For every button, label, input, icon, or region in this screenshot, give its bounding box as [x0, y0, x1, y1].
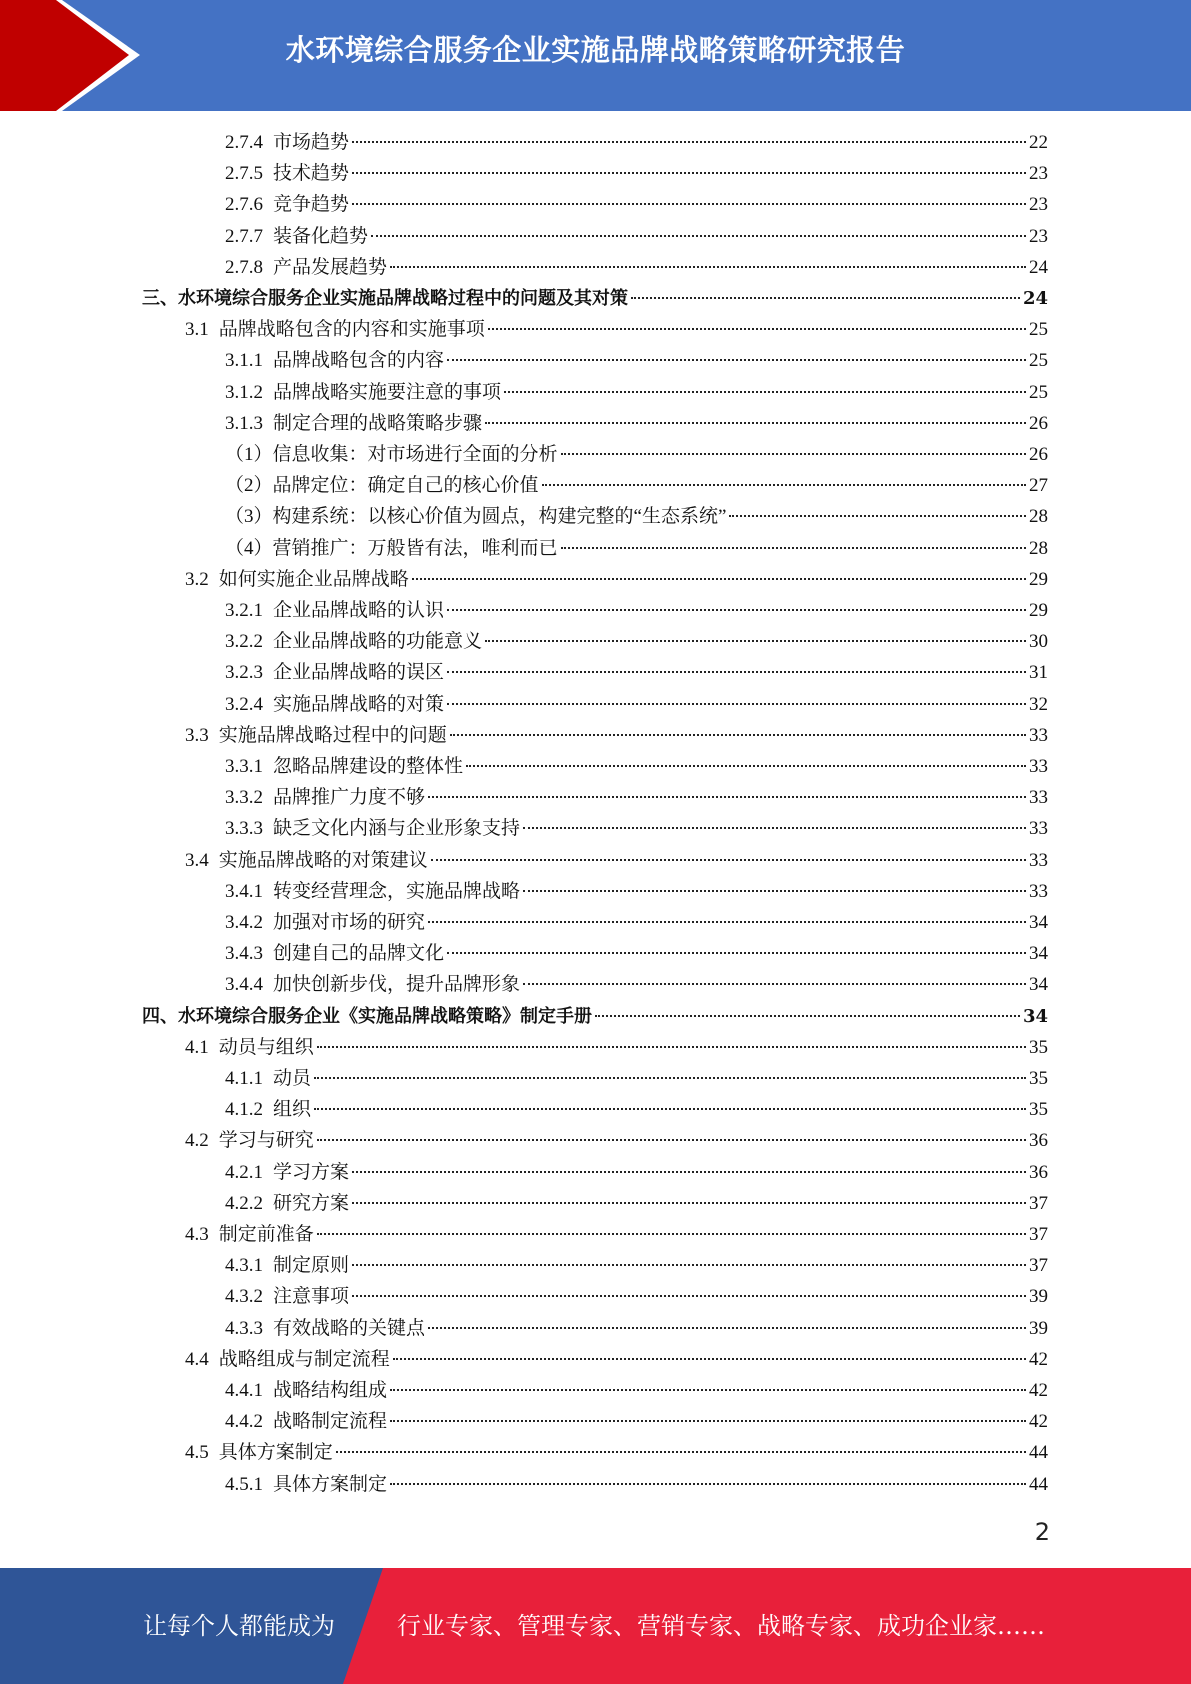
toc-entry-title: 市场趋势: [273, 132, 350, 153]
toc-entry-label: [225, 377, 501, 408]
toc-dot-leader: [390, 1483, 1026, 1485]
toc-entry-title: 品牌战略包含的内容: [273, 350, 445, 372]
toc-entry-number: 4.5: [185, 1442, 209, 1464]
toc-entry-title: 制定前准备: [218, 1224, 314, 1245]
toc-entry-title: 战略制定流程: [273, 1411, 388, 1433]
toc-entry-number: 4.1.2: [225, 1099, 263, 1121]
toc-entry-label: [225, 221, 368, 252]
toc-entry-title: 具体方案制定: [218, 1442, 333, 1464]
toc-entry-title: 有效战略的关键点: [273, 1317, 426, 1339]
toc-entry-page: 28: [1029, 537, 1048, 559]
toc-dot-leader: [466, 765, 1026, 767]
toc-dot-leader: [428, 921, 1026, 923]
toc-entry-number: 4.1.1: [225, 1068, 263, 1089]
toc-entry[interactable]: [225, 969, 1048, 1000]
toc-entry-page: 33: [1029, 756, 1048, 777]
toc-entry-title: 技术趋势: [273, 163, 350, 185]
toc-entry-title: 具体方案制定: [273, 1473, 388, 1495]
toc-entry-title: 产品发展趋势: [273, 256, 388, 278]
toc-dot-leader: [523, 827, 1026, 829]
toc-entry-page: 22: [1029, 132, 1048, 153]
toc-entry-number: 3.3.2: [225, 787, 263, 809]
toc-entry-title: 实施品牌战略过程中的问题: [218, 724, 447, 746]
toc-entry-title: 加快创新步伐，提升品牌形象: [273, 974, 521, 996]
toc-dot-leader: [336, 1451, 1026, 1453]
toc-entry-page: 42: [1029, 1411, 1048, 1433]
toc-entry[interactable]: [225, 158, 1048, 189]
toc-dot-leader: [485, 640, 1026, 642]
toc-entry[interactable]: [225, 782, 1048, 813]
toc-entry[interactable]: [225, 876, 1048, 907]
toc-entry-page: 28: [1029, 506, 1048, 528]
toc-entry-page: 44: [1029, 1473, 1048, 1495]
toc-entry-title: 制定原则: [273, 1255, 350, 1277]
toc-entry-label: [225, 657, 444, 688]
toc-entry-number: 4.2.1: [225, 1161, 263, 1183]
toc-dot-leader: [314, 1108, 1026, 1110]
toc-dot-leader: [447, 671, 1026, 673]
toc-entry-label: [225, 595, 444, 626]
toc-entry-title: 品牌战略包含的内容和实施事项: [218, 319, 485, 341]
toc-entry[interactable]: [225, 377, 1048, 408]
toc-entry-number: 3.1.2: [225, 381, 263, 403]
toc-entry-label: [225, 1157, 349, 1188]
toc-entry-title: 营销推广：万般皆有法，唯利而已: [272, 537, 558, 559]
toc-dot-leader: [393, 1358, 1026, 1360]
toc-entry-page: 23: [1029, 163, 1048, 185]
toc-entry-title: 实施品牌战略的对策建议: [218, 849, 428, 871]
toc-entry-page: 29: [1029, 600, 1048, 621]
toc-dot-leader: [428, 1327, 1026, 1329]
toc-entry[interactable]: [225, 470, 1048, 501]
toc-entry-title: 转变经营理念，实施品牌战略: [273, 880, 521, 902]
toc-dot-leader: [317, 1046, 1026, 1048]
toc-entry-label: [225, 158, 349, 189]
toc-entry-title: 品牌推广力度不够: [273, 787, 426, 809]
toc-entry-label: [225, 1375, 387, 1406]
toc-entry[interactable]: [185, 1219, 1048, 1250]
toc-entry[interactable]: [225, 813, 1048, 844]
toc-entry-page: 30: [1029, 631, 1048, 653]
toc-entry-page: 34: [1029, 912, 1048, 933]
toc-entry-page: 42: [1029, 1380, 1048, 1401]
header-band: [0, 0, 1191, 111]
toc-entry-page: 34: [1029, 974, 1048, 996]
toc-entry-title: 品牌战略实施要注意的事项: [273, 381, 502, 403]
toc-entry-number: 3.3.3: [225, 818, 263, 840]
toc-entry-page: 36: [1029, 1130, 1048, 1152]
toc-entry-number: 2.7.4: [225, 132, 263, 153]
toc-dot-leader: [488, 328, 1026, 330]
toc-entry[interactable]: [225, 252, 1048, 283]
toc-entry-number: 4.1: [185, 1036, 209, 1058]
toc-entry-number: 4.3: [185, 1224, 209, 1245]
toc-entry-page: 37: [1029, 1192, 1048, 1214]
toc-entry[interactable]: [185, 1032, 1048, 1063]
toc-entry[interactable]: [225, 1250, 1048, 1281]
toc-entry-label: [225, 938, 444, 969]
toc-entry-number: 4.5.1: [225, 1473, 263, 1495]
toc-dot-leader: [352, 1202, 1026, 1204]
toc-entry[interactable]: [185, 1125, 1048, 1156]
toc-entry-number: 3.4.1: [225, 880, 263, 902]
toc-entry-title: 企业品牌战略的认识: [273, 600, 445, 621]
toc-entry-number: 4.2: [185, 1130, 209, 1152]
toc-entry-label: [185, 1437, 333, 1468]
toc-entry-page: 34: [1029, 943, 1048, 965]
toc-entry-page: 33: [1029, 880, 1048, 902]
toc-dot-leader: [317, 1233, 1026, 1235]
toc-entry-number: 4.4: [185, 1348, 209, 1370]
toc-entry-page: 39: [1029, 1286, 1048, 1308]
toc-entry-title: 企业品牌战略的功能意义: [273, 631, 483, 653]
toc-entry-number: 3.4.2: [225, 912, 263, 933]
toc-entry[interactable]: [225, 439, 1048, 470]
toc-entry-page: 25: [1029, 350, 1048, 372]
toc-entry[interactable]: [225, 1157, 1048, 1188]
toc-entry-label: [225, 1188, 349, 1219]
toc-dot-leader: [431, 859, 1026, 861]
document-title: 水环境综合服务企业实施品牌战略策略研究报告: [285, 33, 906, 67]
toc-entry[interactable]: [225, 127, 1048, 158]
toc-entry-label: [225, 876, 520, 907]
toc-entry-page: 32: [1029, 693, 1048, 715]
toc-dot-leader: [390, 266, 1026, 268]
toc-dot-leader: [447, 952, 1026, 954]
toc-entry[interactable]: [225, 938, 1048, 969]
toc-entry-page: 33: [1029, 724, 1048, 746]
toc-entry-title: 忽略品牌建设的整体性: [273, 756, 464, 777]
toc-entry-number: 3.1.1: [225, 350, 263, 372]
toc-entry-number: 4.3.3: [225, 1317, 263, 1339]
toc-entry-label: [185, 845, 428, 876]
toc-entry-number: （2）: [225, 475, 273, 497]
toc-entry-label: [185, 1032, 314, 1063]
toc-entry[interactable]: [142, 283, 1048, 314]
toc-entry-label: [225, 1469, 387, 1500]
toc-entry[interactable]: [225, 1469, 1048, 1500]
toc-entry-page: 23: [1029, 194, 1048, 216]
toc-entry-label: [225, 189, 349, 220]
toc-entry-label: [185, 1125, 314, 1156]
toc-entry-number: （4）: [225, 537, 273, 559]
toc-entry-label: [225, 1281, 349, 1312]
toc-dot-leader: [352, 172, 1026, 174]
toc-entry-title: 构建系统：以核心价值为圆点，构建完整的“生态系统”: [272, 506, 727, 528]
toc-entry-label: [225, 501, 726, 532]
toc-entry-label: [225, 1406, 387, 1437]
toc-entry-number: 3.3: [185, 724, 209, 746]
toc-entry[interactable]: [225, 595, 1048, 626]
toc-dot-leader: [390, 1389, 1026, 1391]
toc-dot-leader: [428, 796, 1026, 798]
toc-entry-title: 水环境综合服务企业《实施品牌战略策略》制定手册: [178, 1005, 592, 1027]
toc-entry-label: [185, 720, 447, 751]
toc-entry-label: [225, 969, 520, 1000]
toc-entry-number: （1）: [225, 444, 273, 465]
toc-entry-page: 35: [1029, 1068, 1048, 1089]
toc-dot-leader: [485, 422, 1026, 424]
toc-dot-leader: [729, 515, 1026, 517]
toc-dot-leader: [412, 578, 1026, 580]
toc-entry[interactable]: [225, 221, 1048, 252]
toc-entry-title: 加强对市场的研究: [273, 912, 426, 933]
toc-dot-leader: [561, 547, 1026, 549]
toc-entry-label: [185, 1344, 390, 1375]
toc-entry-number: 三、: [142, 288, 178, 309]
toc-entry-label: [225, 751, 463, 782]
toc-entry-page: 37: [1029, 1224, 1048, 1245]
toc-entry-label: [225, 1250, 349, 1281]
toc-entry-number: 2.7.7: [225, 225, 263, 247]
toc-dot-leader: [447, 359, 1026, 361]
toc-dot-leader: [450, 734, 1026, 736]
toc-entry-page: 23: [1029, 225, 1048, 247]
toc-entry[interactable]: [225, 657, 1048, 688]
toc-entry[interactable]: [225, 1406, 1048, 1437]
toc-dot-leader: [561, 453, 1026, 455]
toc-entry-page: 25: [1029, 319, 1048, 341]
toc-entry-title: 缺乏文化内涵与企业形象支持: [273, 818, 521, 840]
toc-entry-number: 2.7.8: [225, 256, 263, 278]
toc-entry[interactable]: [225, 1063, 1048, 1094]
toc-entry-title: 注意事项: [273, 1286, 350, 1308]
toc-entry-page: 31: [1029, 662, 1048, 684]
toc-entry-page: 26: [1029, 412, 1048, 434]
toc-entry-label: [142, 283, 628, 314]
toc-entry-page: 29: [1029, 568, 1048, 590]
toc-entry-title: 动员与组织: [218, 1036, 314, 1058]
toc-dot-leader: [314, 1077, 1026, 1079]
toc-entry-page: 44: [1029, 1442, 1048, 1464]
toc-entry-page: 42: [1029, 1348, 1048, 1370]
toc-entry[interactable]: [185, 1437, 1048, 1468]
toc-entry[interactable]: [225, 1375, 1048, 1406]
toc-entry[interactable]: [225, 501, 1048, 532]
toc-entry-number: 3.4.3: [225, 943, 263, 965]
toc-entry-label: [225, 408, 482, 439]
toc-entry-number: 4.4.2: [225, 1411, 263, 1433]
toc-entry[interactable]: [225, 345, 1048, 376]
toc-entry-number: 3.2.1: [225, 600, 263, 621]
toc-entry-label: [225, 470, 539, 501]
toc-entry-label: [225, 533, 558, 564]
toc-entry-number: 4.3.2: [225, 1286, 263, 1308]
toc-entry-number: 4.4.1: [225, 1380, 263, 1401]
toc-entry[interactable]: [185, 564, 1048, 595]
toc-dot-leader: [390, 1420, 1026, 1422]
toc-entry-label: [185, 564, 409, 595]
toc-entry-number: 3.1.3: [225, 412, 263, 434]
toc-entry-number: 3.2.2: [225, 631, 263, 653]
toc-entry-page: 24: [1029, 256, 1048, 278]
toc-entry-title: 信息收集：对市场进行全面的分析: [272, 444, 558, 465]
toc-entry-title: 竞争趋势: [273, 194, 350, 216]
toc-entry-number: 2.7.5: [225, 163, 263, 185]
toc-entry-number: 3.2.3: [225, 662, 263, 684]
toc-entry-label: [225, 689, 444, 720]
toc-entry-page: 24: [1022, 288, 1048, 309]
toc-entry[interactable]: [185, 845, 1048, 876]
toc-entry[interactable]: [225, 689, 1048, 720]
toc-entry[interactable]: [225, 1313, 1048, 1344]
toc-entry-title: 学习与研究: [218, 1130, 314, 1152]
toc-dot-leader: [352, 1171, 1026, 1173]
toc-entry[interactable]: [185, 1344, 1048, 1375]
toc-dot-leader: [447, 703, 1026, 705]
toc-entry[interactable]: [225, 751, 1048, 782]
toc-entry-label: [225, 782, 425, 813]
toc-dot-leader: [352, 1295, 1026, 1297]
toc-entry-page: 26: [1029, 444, 1048, 465]
toc-entry-title: 研究方案: [273, 1192, 350, 1214]
toc-entry-number: 3.2: [185, 568, 209, 590]
toc-entry-number: 3.1: [185, 319, 209, 341]
toc-entry[interactable]: [225, 408, 1048, 439]
toc-dot-leader: [542, 484, 1026, 486]
toc-entry-page: 33: [1029, 849, 1048, 871]
toc-entry[interactable]: [142, 1001, 1048, 1032]
toc-entry[interactable]: [225, 189, 1048, 220]
toc-entry[interactable]: [225, 1281, 1048, 1312]
toc-entry-title: 水环境综合服务企业实施品牌战略过程中的问题及其对策: [178, 288, 628, 309]
footer-slogan-right: 行业专家、管理专家、营销专家、战略专家、成功企业家……: [397, 1612, 1045, 1640]
toc-dot-leader: [352, 141, 1026, 143]
toc-entry-page: 35: [1029, 1099, 1048, 1121]
toc-entry[interactable]: [225, 533, 1048, 564]
toc-entry-number: 3.3.1: [225, 756, 263, 777]
toc-entry-title: 组织: [273, 1099, 312, 1121]
toc-entry-label: [185, 1219, 314, 1250]
toc-entry[interactable]: [225, 1094, 1048, 1125]
toc-entry-page: 33: [1029, 818, 1048, 840]
toc-entry-title: 战略组成与制定流程: [218, 1348, 390, 1370]
toc-entry-page: 34: [1022, 1005, 1048, 1027]
toc-entry-title: 制定合理的战略策略步骤: [273, 412, 483, 434]
toc-entry-page: 25: [1029, 381, 1048, 403]
toc-entry-title: 战略结构组成: [273, 1380, 388, 1401]
toc-entry-title: 学习方案: [273, 1161, 350, 1183]
toc-entry[interactable]: [225, 1188, 1048, 1219]
toc-entry-number: 3.4.4: [225, 974, 263, 996]
toc-entry-label: [225, 1063, 311, 1094]
toc-entry-title: 实施品牌战略的对策: [273, 693, 445, 715]
toc-entry-number: 4.3.1: [225, 1255, 263, 1277]
toc-dot-leader: [523, 890, 1026, 892]
toc-entry-label: [225, 439, 558, 470]
toc-dot-leader: [631, 297, 1020, 299]
toc-entry-label: [225, 1094, 311, 1125]
toc-entry-page: 37: [1029, 1255, 1048, 1277]
toc-dot-leader: [504, 391, 1026, 393]
toc-entry-title: 创建自己的品牌文化: [273, 943, 445, 965]
toc-entry-title: 装备化趋势: [273, 225, 369, 247]
toc-entry-title: 动员: [273, 1068, 312, 1089]
toc-dot-leader: [371, 235, 1026, 237]
toc-entry-label: [225, 1313, 425, 1344]
toc-entry-label: [225, 813, 520, 844]
toc-entry-label: [142, 1001, 592, 1032]
toc-entry-number: 四、: [142, 1005, 178, 1027]
toc-entry[interactable]: [185, 314, 1048, 345]
footer-slogan-left: 让每个人都能成为: [143, 1612, 335, 1640]
toc-dot-leader: [352, 1264, 1026, 1266]
toc-entry-label: [185, 314, 485, 345]
page-number: 2: [1034, 1518, 1050, 1546]
toc-entry-number: 2.7.6: [225, 194, 263, 216]
toc-entry-title: 品牌定位：确定自己的核心价值: [272, 475, 539, 497]
toc-entry-label: [225, 345, 444, 376]
toc-entry-number: 3.4: [185, 849, 209, 871]
toc-entry-page: 27: [1029, 475, 1048, 497]
toc-entry-label: [225, 907, 425, 938]
toc-dot-leader: [317, 1139, 1026, 1141]
toc-entry-title: 企业品牌战略的误区: [273, 662, 445, 684]
toc-entry-label: [225, 626, 482, 657]
toc-entry-page: 33: [1029, 787, 1048, 809]
toc-entry-page: 35: [1029, 1036, 1048, 1058]
toc-entry-label: [225, 127, 349, 158]
toc-entry[interactable]: [225, 907, 1048, 938]
toc-entry[interactable]: [225, 626, 1048, 657]
toc-dot-leader: [447, 609, 1026, 611]
toc-entry-title: 如何实施企业品牌战略: [218, 568, 409, 590]
footer-band: [0, 1568, 1191, 1684]
toc-dot-leader: [595, 1015, 1020, 1017]
toc-entry-page: 39: [1029, 1317, 1048, 1339]
toc-entry[interactable]: [185, 720, 1048, 751]
toc-entry-page: 36: [1029, 1161, 1048, 1183]
toc-entry-label: [225, 252, 387, 283]
toc-entry-number: 3.2.4: [225, 693, 263, 715]
toc-entry-number: （3）: [225, 506, 273, 528]
toc-entry-number: 4.2.2: [225, 1192, 263, 1214]
toc-dot-leader: [523, 983, 1026, 985]
toc-dot-leader: [352, 203, 1026, 205]
